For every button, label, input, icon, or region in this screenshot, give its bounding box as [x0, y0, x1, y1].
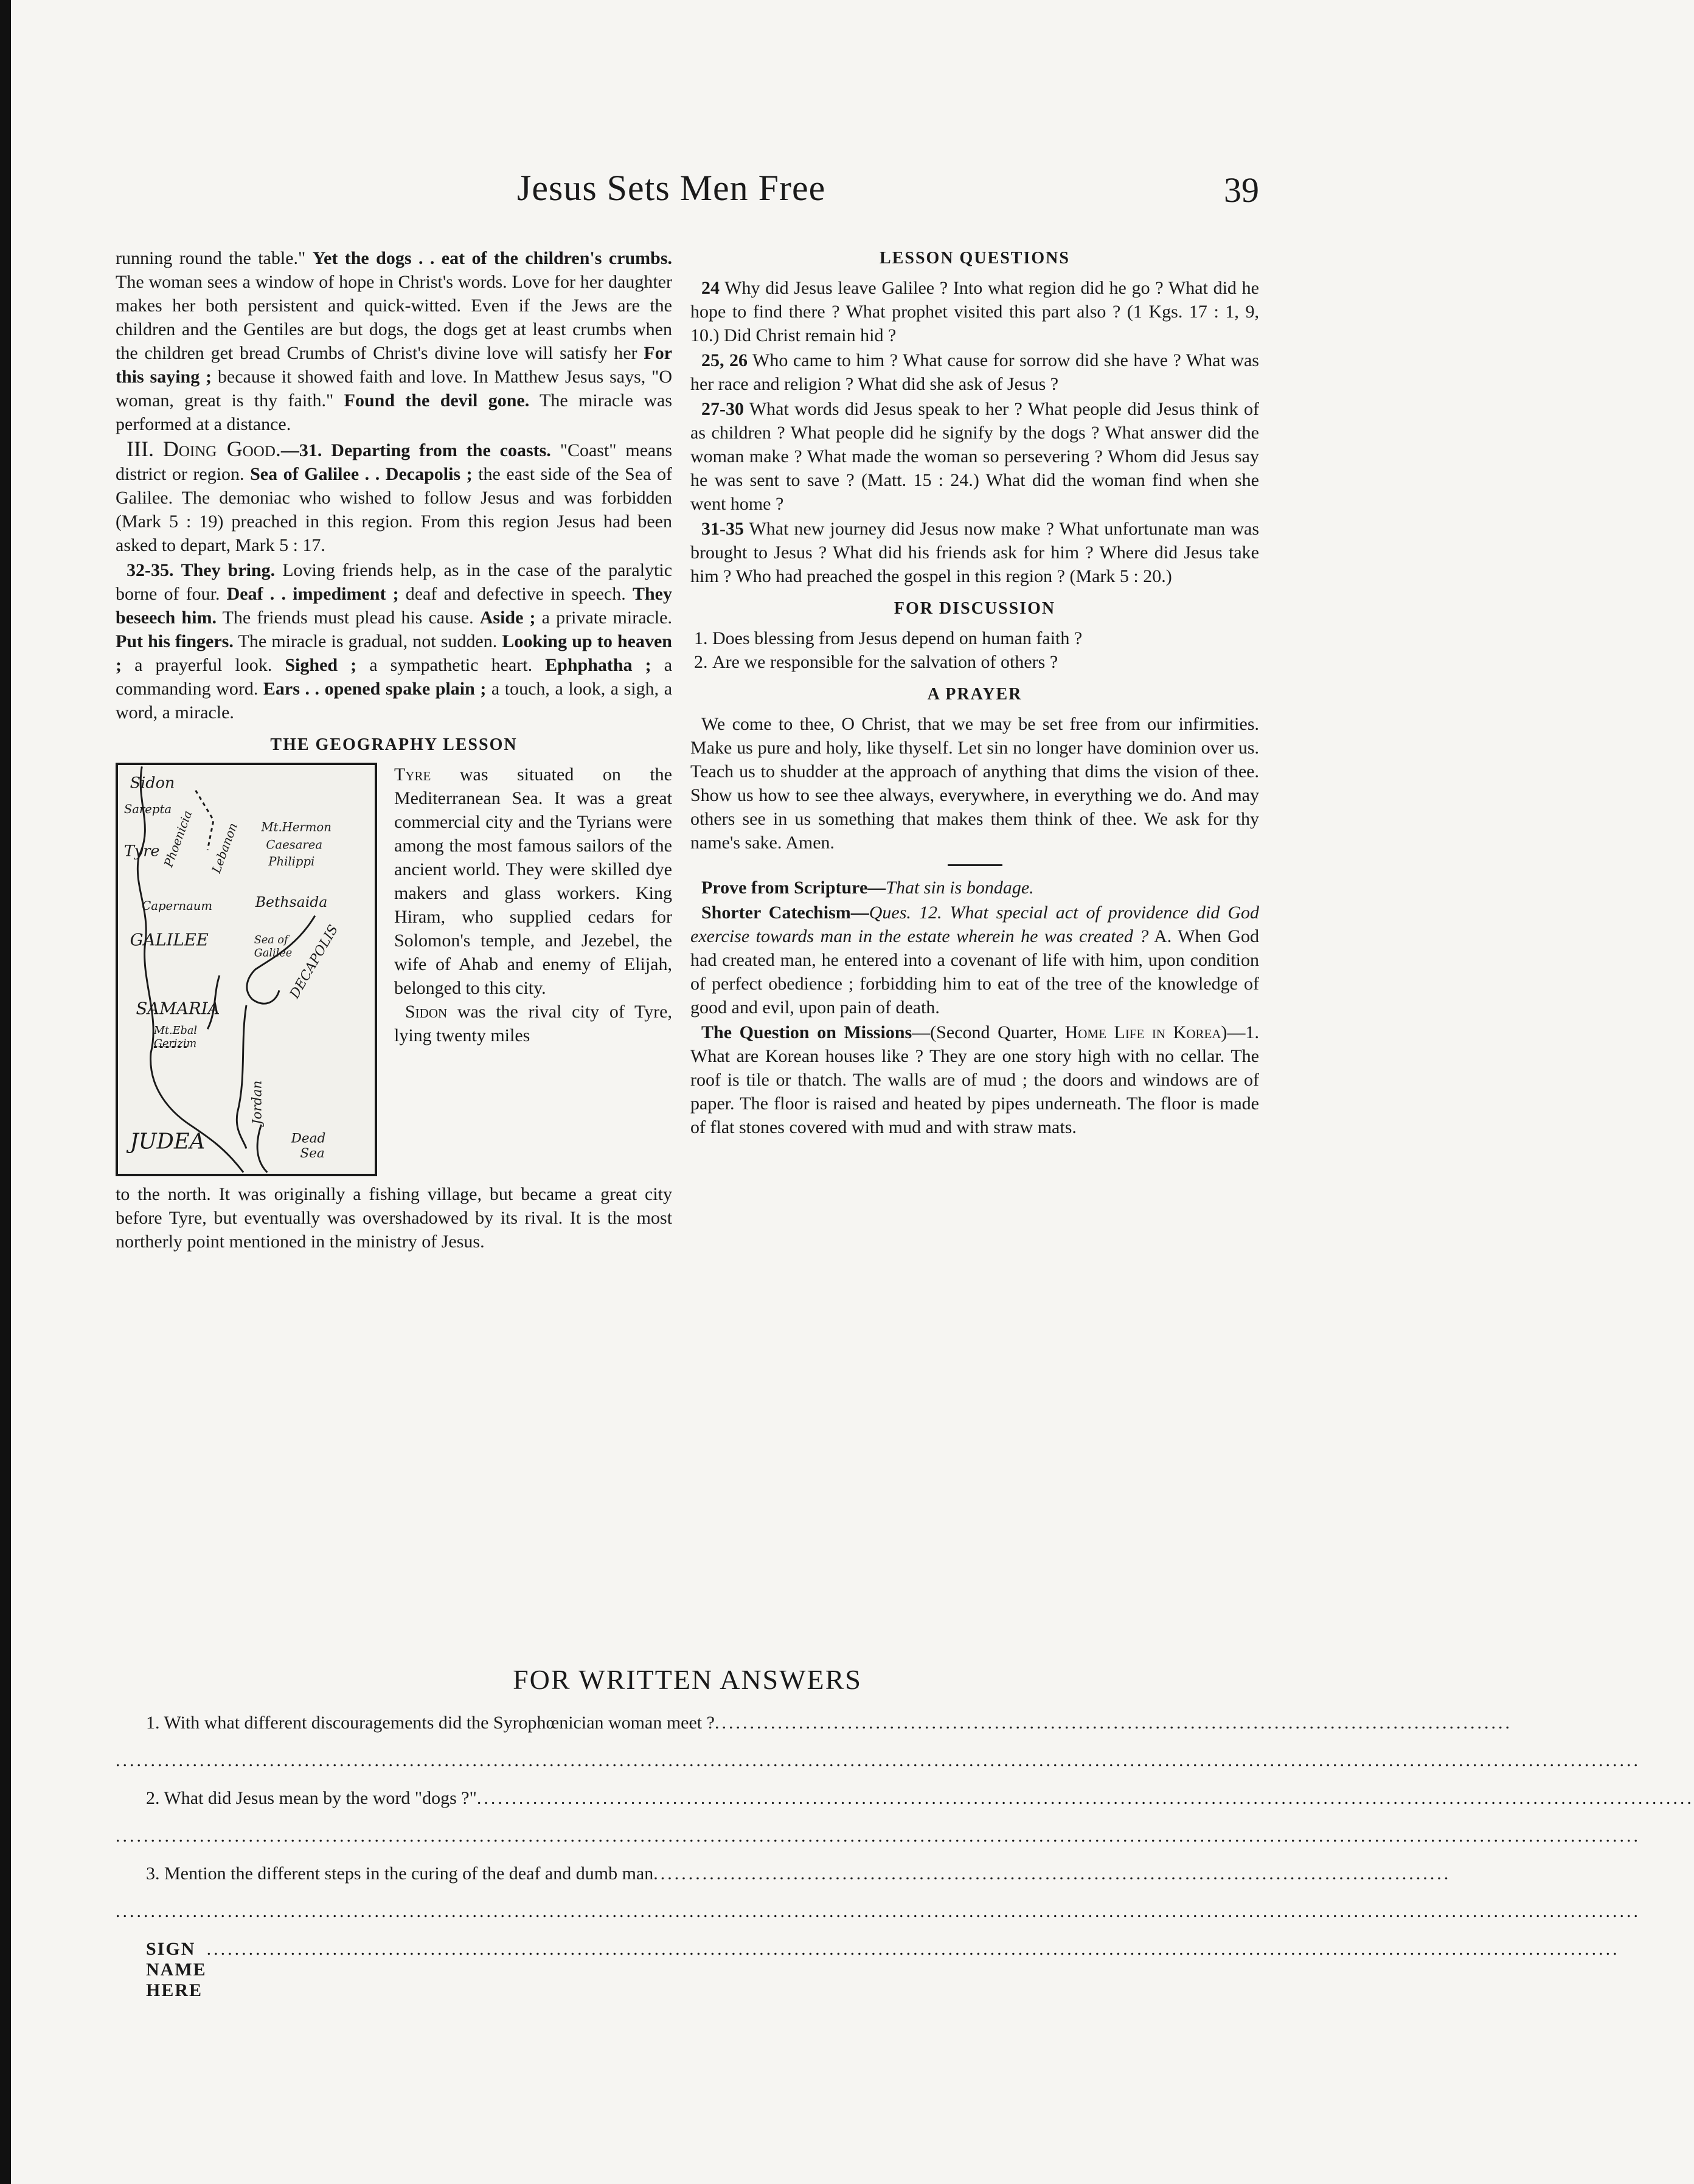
map-label-philippi: Philippi — [268, 855, 315, 869]
divider — [948, 864, 1002, 866]
answer-question-3 — [116, 1863, 1451, 1901]
commentary-text: The miracle is gradual, not sudden. — [238, 631, 498, 651]
answer-question-2 — [116, 1788, 1694, 1826]
place-name: Tyre — [394, 764, 431, 785]
question-text: 1. With what different discouragements did the Syrophœnician woman meet ? — [146, 1713, 715, 1733]
map-label-galilee-region: GALILEE — [130, 931, 209, 950]
prove-text: That sin is bondage. — [886, 878, 1034, 898]
sign-name-label: SIGN NAME HERE — [146, 1939, 207, 2000]
map-label-tyre: Tyre — [123, 842, 160, 861]
jordan-river — [237, 1005, 246, 1149]
commentary-keyword: Put his fingers. — [116, 631, 234, 651]
map-label-phoenicia: Phoenicia — [161, 808, 195, 869]
commentary-keyword: Yet the dogs — [312, 248, 412, 268]
missions-label: The Question on Missions — [701, 1022, 912, 1042]
discussion-list — [690, 626, 1259, 674]
missions-text: What are Korean houses like ? They are one story high with no cellar. The roof is tile or thatch. The walls are of mud ; the doors and windows are of paper. The floor is raised and heated by pipes underneath. The floor is made of flat stones covered with mud and with straw mats. — [690, 1046, 1259, 1137]
answer-line[interactable]: .......................................................................................................................................................................................................................... — [116, 1750, 1640, 1770]
right-column — [690, 246, 1259, 1140]
section-number: III. — [127, 437, 154, 461]
missions-ref: Home Life in Korea — [1064, 1022, 1221, 1042]
commentary-keyword: Ephphatha ; — [545, 655, 651, 675]
geography-text-body: was the rival city of Tyre, lying twenty miles — [394, 1002, 672, 1045]
commentary-text: The woman sees a window of hope in Christ's words. Love for her daughter makes her both persistent and quick-witted. Even if the Jews are the children and the Gentiles are but dogs, the dogs get at least crumbs when the children get bread Crumbs of Christ's divine love will satisfy her — [116, 272, 672, 363]
map-label-caesarea: Caesarea — [266, 837, 323, 852]
missions-ref: —(Second Quarter, — [912, 1022, 1057, 1042]
commentary-keyword: They bring. — [181, 560, 276, 580]
commentary-keyword: Sea of Galilee . . Decapolis ; — [250, 464, 473, 484]
commentary-keyword: Ears . . opened spake plain ; — [263, 679, 487, 699]
catechism-answer: A. When God had created man, he entered into a covenant of life with him, upon condition of perfect obedience ; forbidding him to eat of the tree of the knowledge of good and evil, upon pain of death. — [690, 926, 1259, 1017]
missions-ref: )—1. — [1221, 1022, 1259, 1042]
commentary-keyword: They beseech him. — [116, 584, 672, 628]
map-label-sidon: Sidon — [130, 774, 175, 792]
map-label-bethsaida: Bethsaida — [255, 893, 328, 910]
map-label-galilee-sea: Galilee — [254, 947, 293, 960]
map-label-hermon: Mt.Hermon — [261, 820, 332, 834]
question-text: What new journey did Jesus now make ? What unfortunate man was brought to Jesus ? What did his friends ask for him ? Where did Jesus take him ? Who had preached the gospel in this region ? (Mark 5 : 20.) — [690, 519, 1259, 586]
commentary-text: The miracle was performed at a distance. — [116, 390, 672, 434]
map-label-jordan: Jordan — [249, 1080, 265, 1125]
written-answers-section — [116, 1663, 1694, 2000]
commentary-text: The friends must plead his cause. — [222, 608, 474, 628]
map-label-samaria: SAMARIA — [136, 999, 220, 1019]
commentary-text: running round the table." — [116, 248, 306, 268]
scan-edge-bar — [0, 0, 11, 2184]
question-block — [690, 276, 1259, 347]
sidon-paragraph — [394, 1000, 672, 1047]
question-block — [690, 348, 1259, 396]
verse-ref: 31-35 — [701, 519, 744, 539]
section-doing-good — [116, 437, 672, 557]
map-label-sea-of: Sea of — [254, 934, 288, 946]
page-number: 39 — [1224, 170, 1259, 210]
commentary-text: because it showed faith and love. In Matthew Jesus says, "O woman, great is thy faith." — [116, 367, 673, 411]
lesson-questions-heading: LESSON QUESTIONS — [880, 249, 1070, 268]
running-title: Jesus Sets Men Free — [517, 168, 826, 208]
prove-label: Prove from Scripture— — [701, 878, 886, 898]
commentary-keyword: Found the devil gone. — [344, 390, 530, 411]
commentary-paragraph — [116, 246, 672, 436]
map-label-sea: Sea — [300, 1146, 325, 1162]
commentary-text: a prayerful look. — [134, 655, 272, 675]
commentary-text: a commanding word. — [116, 655, 673, 699]
answer-line[interactable]: .................................................................................................................. — [653, 1863, 1451, 1884]
geography-heading: THE GEOGRAPHY LESSON — [270, 735, 518, 754]
prove-from-scripture — [690, 876, 1259, 900]
map-label-judea: JUDEA — [130, 1129, 206, 1154]
signature-line[interactable]: .......................................................................................................................................................................................................... — [206, 1939, 1620, 1959]
map-label-lebanon: Lebanon — [209, 821, 240, 875]
map-label-decapolis: DECAPOLIS — [286, 922, 342, 1002]
prayer-text: We come to thee, O Christ, that we may be set free from our infirmities. Make us pure and holy, like thyself. Let sin no longer have dominion over us. Teach us to shudder at the approach of anything that dims the vision of thee. Show us how to see thee always, everywhere, in everything we do. And may others see in us something that makes them think of thee. We ask for thy name's sake. Amen. — [690, 714, 1259, 853]
question-block — [690, 397, 1259, 516]
commentary-keyword: For this saying ; — [116, 343, 673, 387]
left-column — [116, 246, 672, 1255]
map-label-dead: Dead — [291, 1131, 326, 1146]
geography-text — [394, 763, 672, 1047]
question-text: 2. What did Jesus mean by the word "dogs ?" — [146, 1788, 477, 1808]
commentary-text: a private miracle. — [541, 608, 672, 628]
commentary-keyword: Looking up to heaven ; — [116, 631, 672, 675]
sidon-paragraph-continued: to the north. It was originally a fishing village, but became a great city before Tyre, but eventually was overshadowed by its rival. It is the most northerly point mentioned in the ministry of Jesus. — [116, 1184, 672, 1252]
commentary-text: deaf and defective in speech. — [405, 584, 626, 604]
discussion-heading: FOR DISCUSSION — [894, 599, 1056, 618]
question-text: Who came to him ? What cause for sorrow did she have ? What was her race and religion ? What did she ask of Jesus ? — [690, 350, 1259, 394]
verse-ref: 27-30 — [701, 399, 744, 419]
verse-ref: —31. — [280, 440, 322, 460]
mountain-ridge — [196, 791, 213, 850]
prayer-heading: A PRAYER — [927, 685, 1022, 704]
commentary-text: Loving friends help, as in the case of the paralytic borne of four. — [116, 560, 673, 604]
answer-line[interactable]: .............................................................................................................................................................................. — [476, 1788, 1694, 1808]
answer-question-1 — [116, 1713, 1512, 1750]
commentary-keyword: Sighed ; — [285, 655, 357, 675]
verse-ref: 24 — [701, 278, 720, 298]
commentary-keyword: Departing from the coasts. — [331, 440, 551, 460]
catechism-question: Ques. 12. What special act of providence did God exercise towards man in the estate wherein he was created ? — [690, 903, 1260, 946]
commentary-keyword: Aside ; — [479, 608, 536, 628]
place-name: Sidon — [405, 1002, 448, 1022]
signature-row — [116, 1939, 1620, 2000]
answer-line[interactable]: .................................................................................................................. — [714, 1713, 1512, 1733]
discussion-item: 1. Does blessing from Jesus depend on human faith ? — [712, 626, 1259, 650]
map-label-gerizim: Gerizim — [153, 1038, 197, 1050]
dead-sea-shore — [257, 1125, 267, 1173]
shorter-catechism — [690, 901, 1259, 1019]
verse-ref: 25, 26 — [701, 350, 748, 370]
question-block — [690, 517, 1259, 588]
discussion-item: 2. Are we responsible for the salvation of others ? — [712, 650, 1259, 674]
tyre-paragraph — [394, 763, 672, 1000]
map-drawing — [118, 765, 375, 1174]
commentary-text: "Coast" means district or region. — [116, 440, 673, 484]
geography-text-body: was situated on the Mediterranean Sea. It was a great commercial city and the Tyrians were among the most famous sailors of the ancient world. They were skilled dye makers and glass workers. King Hiram, who supplied cedars for Solomon's temple, and Jezebel, the wife of Ahab and enemy of Elijah, belonged to this city. — [394, 764, 672, 998]
commentary-text: a touch, a look, a sigh, a word, a miracle. — [116, 679, 673, 723]
palestine-map — [116, 763, 377, 1176]
section-title: Doing Good. — [162, 437, 281, 461]
map-label-capernaum: Capernaum — [142, 898, 213, 913]
commentary-keyword: . . eat of the children's crumbs. — [418, 248, 673, 268]
commentary-text: the east side of the Sea of Galilee. The demoniac who wished to follow Jesus and was forbidden (Mark 5 : 19) preached in this region. From this region Jesus had been asked to depart, Mark 5 : 17. — [116, 464, 673, 555]
answer-line[interactable]: .......................................................................................................................................................................................................................... — [116, 1826, 1640, 1846]
commentary-paragraph — [116, 558, 672, 724]
commentary-text: a sympathetic heart. — [369, 655, 533, 675]
map-label-ebal: Mt.Ebal — [153, 1024, 198, 1037]
map-label-sarepta: Sarepta — [123, 802, 172, 816]
written-answers-title: FOR WRITTEN ANSWERS — [513, 1664, 862, 1695]
missions-question — [690, 1021, 1259, 1139]
page — [116, 161, 1694, 2071]
question-text: Why did Jesus leave Galilee ? Into what region did he go ? What did he hope to find there ? What prophet visited this part also ? (1 Kgs. 17 : 1, 9, 10.) Did Christ remain hid ? — [690, 278, 1259, 345]
geography-block — [116, 763, 672, 1182]
commentary-keyword: Deaf . . impediment ; — [226, 584, 399, 604]
catechism-label: Shorter Catechism— — [701, 903, 869, 923]
verse-ref: 32-35. — [127, 560, 174, 580]
question-text: What words did Jesus speak to her ? What people did Jesus think of as children ? What people did he signify by the dogs ? What answer did the woman make ? What made the woman so persevering ? Whom did Jesus say he was sent to save ? (Matt. 15 : 24.) What did the woman find when she went home ? — [690, 399, 1259, 514]
question-text: 3. Mention the different steps in the curing of the deaf and dumb man — [146, 1863, 654, 1884]
answer-line[interactable]: .......................................................................................................................................................................................................................... — [116, 1901, 1640, 1921]
